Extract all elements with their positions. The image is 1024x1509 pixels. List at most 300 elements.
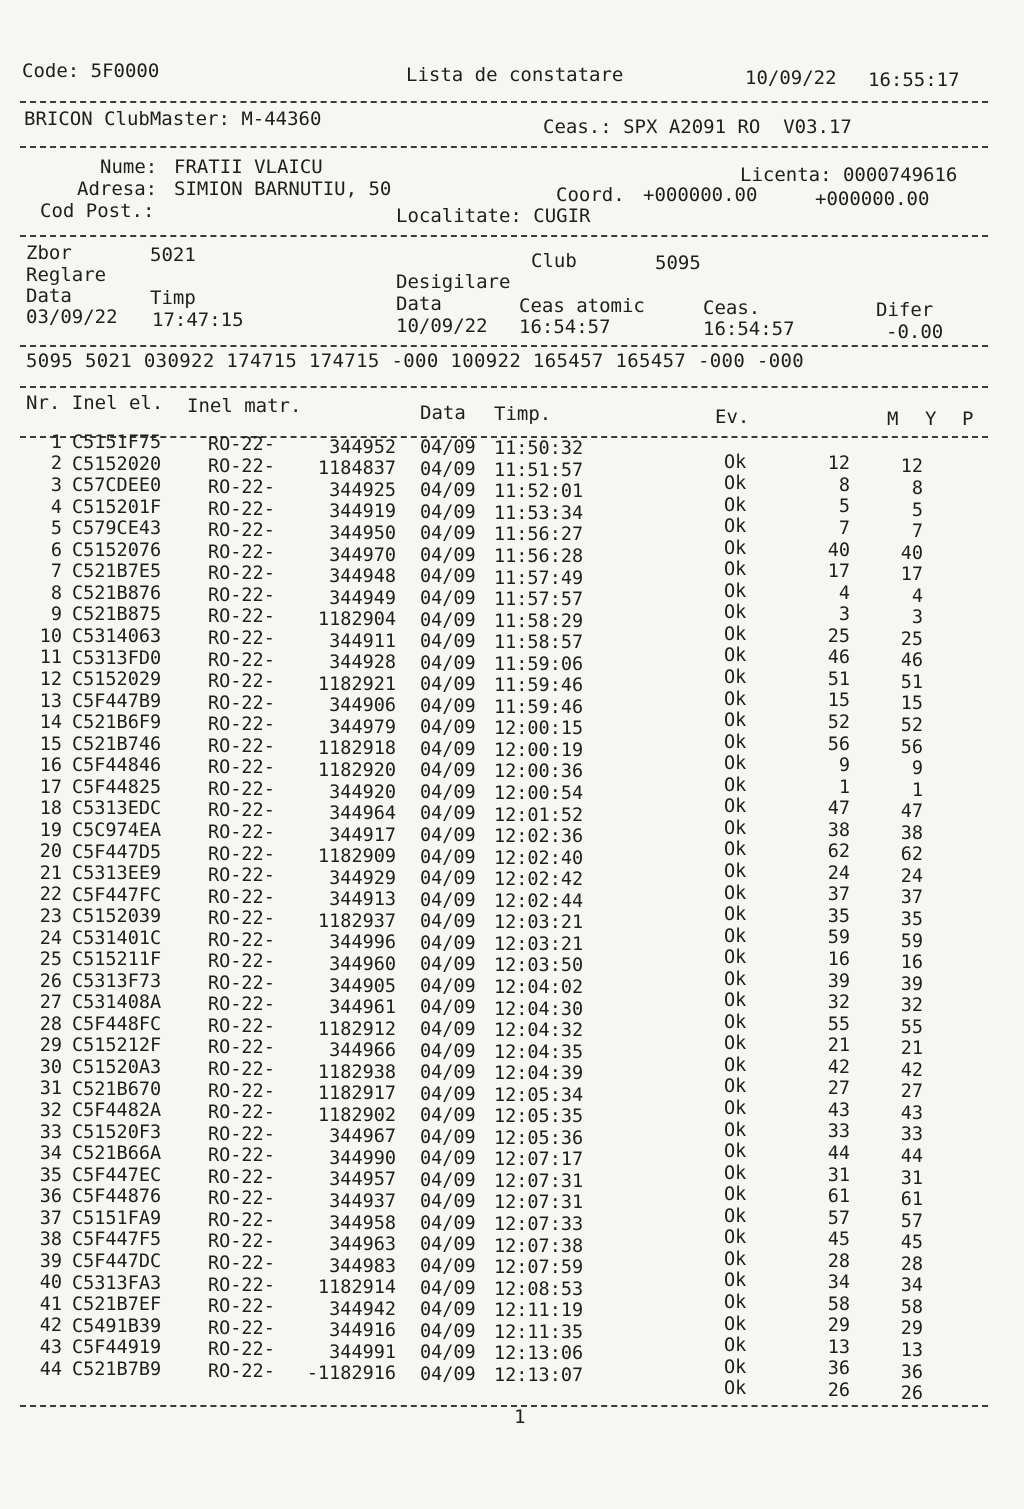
m-value: 56 bbox=[827, 733, 850, 755]
y-value: 34 bbox=[900, 1275, 923, 1297]
device-clock: Ceas.: SPX A2091 RO V03.17 bbox=[543, 116, 852, 138]
arrival-date: 04/09 bbox=[420, 1126, 476, 1148]
row-number: 5 bbox=[50, 518, 62, 540]
ring-number: 1182909 bbox=[318, 846, 396, 868]
event-status: Ok bbox=[724, 817, 747, 839]
y-value: 5 bbox=[911, 499, 923, 521]
page-number: 1 bbox=[514, 1406, 526, 1428]
ring-prefix: RO-22- bbox=[208, 477, 275, 499]
ring-prefix: RO-22- bbox=[208, 1339, 275, 1361]
event-status: Ok bbox=[724, 537, 747, 559]
arrival-date: 04/09 bbox=[420, 932, 476, 954]
electronic-ring: C5F447FC bbox=[72, 884, 162, 906]
row-number: 10 bbox=[39, 625, 62, 647]
arrival-date: 04/09 bbox=[420, 846, 476, 868]
arrival-date: 04/09 bbox=[420, 911, 476, 933]
event-status: Ok bbox=[724, 710, 747, 732]
arrival-date: 04/09 bbox=[420, 674, 476, 696]
owner-address: SIMION BARNUTIU, 50 bbox=[174, 178, 392, 200]
arrival-time: 12:04:35 bbox=[494, 1041, 584, 1063]
electronic-ring: C57CDEE0 bbox=[72, 475, 162, 497]
m-value: 1 bbox=[838, 776, 850, 798]
ring-number: 344920 bbox=[329, 781, 396, 803]
arrival-date: 04/09 bbox=[420, 695, 476, 717]
row-number: 18 bbox=[39, 798, 62, 820]
row-number: 15 bbox=[39, 733, 62, 755]
electronic-ring: C521B876 bbox=[72, 582, 162, 604]
arrival-date: 04/09 bbox=[420, 760, 476, 782]
reglare-data-label: Data bbox=[26, 285, 72, 307]
arrival-time: 12:02:36 bbox=[494, 826, 584, 848]
arrival-time: 12:11:19 bbox=[494, 1300, 584, 1322]
ring-number: 344916 bbox=[329, 1320, 396, 1342]
row-number: 9 bbox=[50, 604, 62, 626]
m-value: 16 bbox=[827, 949, 850, 970]
row-number: 37 bbox=[39, 1207, 62, 1229]
electronic-ring: C515201F bbox=[72, 496, 162, 518]
y-value: 62 bbox=[900, 844, 923, 866]
m-value: 7 bbox=[838, 518, 850, 539]
electronic-ring: C5F447D5 bbox=[72, 841, 162, 863]
y-value: 25 bbox=[900, 628, 923, 650]
event-status: Ok bbox=[724, 796, 747, 818]
arrival-time: 11:56:27 bbox=[494, 524, 584, 546]
arrival-date: 04/09 bbox=[420, 566, 476, 588]
m-value: 33 bbox=[827, 1121, 850, 1143]
row-number: 34 bbox=[39, 1143, 62, 1164]
event-status: Ok bbox=[724, 1313, 747, 1335]
ring-prefix: RO-22- bbox=[208, 1080, 275, 1102]
arrival-date: 04/09 bbox=[420, 609, 476, 631]
m-value: 42 bbox=[827, 1056, 850, 1078]
ring-number: 344966 bbox=[329, 1040, 396, 1062]
arrival-date: 04/09 bbox=[420, 738, 476, 760]
row-number: 3 bbox=[50, 475, 62, 496]
arrival-date: 04/09 bbox=[420, 480, 476, 502]
arrival-date: 04/09 bbox=[420, 544, 476, 566]
ring-number: 1182938 bbox=[318, 1061, 396, 1083]
electronic-ring: C5151FA9 bbox=[72, 1207, 162, 1229]
row-number: 38 bbox=[39, 1229, 62, 1251]
arrival-date: 04/09 bbox=[420, 587, 476, 609]
ring-number: 1182904 bbox=[318, 609, 396, 631]
event-status: Ok bbox=[724, 1335, 747, 1356]
desigilare-data-label: Data bbox=[396, 293, 442, 315]
ring-number: 344928 bbox=[329, 652, 396, 674]
reglare-date: 03/09/22 bbox=[26, 306, 118, 328]
y-value: 35 bbox=[900, 908, 923, 930]
ring-prefix: RO-22- bbox=[208, 1209, 275, 1231]
reglare-label: Reglare bbox=[26, 264, 107, 286]
separator bbox=[20, 235, 988, 237]
electronic-ring: C521B7E5 bbox=[72, 561, 162, 583]
electronic-ring: C5313EDC bbox=[72, 798, 162, 820]
row-number: 26 bbox=[39, 970, 62, 992]
m-value: 27 bbox=[827, 1078, 850, 1100]
ring-number: 344949 bbox=[329, 587, 396, 609]
row-number: 14 bbox=[39, 712, 62, 733]
row-number: 8 bbox=[50, 582, 62, 604]
y-value: 42 bbox=[900, 1059, 923, 1081]
arrival-time: 11:51:57 bbox=[494, 459, 584, 481]
ring-number: 1184837 bbox=[318, 458, 396, 480]
electronic-ring: C521B66A bbox=[72, 1143, 162, 1165]
m-value: 46 bbox=[827, 647, 850, 669]
event-status: Ok bbox=[724, 860, 747, 882]
desigilare-date: 10/09/22 bbox=[396, 315, 488, 337]
ring-prefix: RO-22- bbox=[208, 1188, 275, 1210]
y-value: 55 bbox=[900, 1016, 923, 1038]
electronic-ring: C5F44846 bbox=[72, 755, 162, 777]
ring-prefix: RO-22- bbox=[208, 498, 275, 520]
y-value: 33 bbox=[900, 1124, 923, 1146]
zbor-value: 5021 bbox=[150, 244, 196, 266]
row-number: 23 bbox=[39, 906, 62, 927]
arrival-date: 04/09 bbox=[420, 717, 476, 739]
separator bbox=[20, 386, 988, 388]
row-number: 11 bbox=[39, 647, 62, 669]
arrival-time: 12:00:19 bbox=[494, 739, 584, 761]
ring-prefix: RO-22- bbox=[208, 1102, 275, 1124]
separator bbox=[20, 1405, 988, 1407]
arrival-date: 04/09 bbox=[420, 1277, 476, 1299]
y-value: 12 bbox=[900, 456, 923, 478]
m-value: 62 bbox=[827, 841, 850, 863]
arrival-time: 12:00:15 bbox=[494, 718, 584, 740]
report-time: 16:55:17 bbox=[868, 69, 960, 91]
m-value: 13 bbox=[827, 1336, 850, 1358]
locality: Localitate: CUGIR bbox=[396, 205, 591, 227]
ring-prefix: RO-22- bbox=[208, 994, 275, 1016]
ring-prefix: RO-22- bbox=[208, 1274, 275, 1296]
ring-prefix: RO-22- bbox=[208, 1123, 275, 1145]
ring-number: 344996 bbox=[329, 932, 396, 954]
event-status: Ok bbox=[724, 667, 747, 688]
electronic-ring: C531408A bbox=[72, 992, 162, 1014]
arrival-time: 11:58:29 bbox=[494, 610, 584, 632]
row-number: 39 bbox=[39, 1250, 62, 1272]
arrival-date: 04/09 bbox=[420, 1018, 476, 1040]
y-value: 24 bbox=[900, 865, 923, 887]
ring-number: 1182912 bbox=[318, 1018, 396, 1040]
event-status: Ok bbox=[724, 1119, 747, 1141]
address-label: Adresa: bbox=[77, 178, 158, 200]
arrival-time: 12:04:39 bbox=[494, 1063, 584, 1085]
m-value: 29 bbox=[827, 1315, 850, 1337]
arrival-time: 12:02:42 bbox=[494, 869, 584, 891]
electronic-ring: C5F447F5 bbox=[72, 1229, 162, 1251]
event-status: Ok bbox=[724, 1141, 747, 1163]
electronic-ring: C5313FD0 bbox=[72, 647, 162, 669]
y-value: 51 bbox=[900, 671, 923, 693]
row-number: 16 bbox=[39, 755, 62, 777]
row-number: 44 bbox=[39, 1358, 62, 1380]
electronic-ring: C5152076 bbox=[72, 539, 162, 561]
electronic-ring: C51520A3 bbox=[72, 1057, 162, 1078]
y-value: 9 bbox=[911, 758, 923, 780]
ring-prefix: RO-22- bbox=[208, 692, 275, 714]
event-status: Ok bbox=[724, 947, 747, 969]
event-status: Ok bbox=[724, 1270, 747, 1292]
desigilare-label: Desigilare bbox=[396, 271, 511, 293]
ring-prefix: RO-22- bbox=[208, 434, 275, 455]
row-number: 40 bbox=[39, 1272, 62, 1294]
ring-number: 344906 bbox=[329, 695, 396, 717]
row-number: 17 bbox=[39, 776, 62, 798]
y-value: 57 bbox=[900, 1210, 923, 1232]
difer-value: -0.00 bbox=[886, 321, 944, 343]
reglare-time: 17:47:15 bbox=[152, 309, 244, 331]
event-status: Ok bbox=[724, 1162, 747, 1184]
m-value: 55 bbox=[827, 1013, 850, 1035]
event-status: Ok bbox=[724, 1378, 747, 1400]
row-number: 19 bbox=[39, 819, 62, 841]
electronic-ring: C5F44825 bbox=[72, 776, 162, 798]
ring-prefix: RO-22- bbox=[208, 865, 275, 886]
ring-prefix: RO-22- bbox=[208, 671, 275, 693]
y-value: 13 bbox=[900, 1339, 923, 1361]
electronic-ring: C5152039 bbox=[72, 906, 162, 928]
ring-number: 344964 bbox=[329, 803, 396, 825]
m-value: 40 bbox=[827, 539, 850, 561]
m-value: 26 bbox=[827, 1380, 850, 1401]
ring-prefix: RO-22- bbox=[208, 778, 275, 800]
electronic-ring: C5313F73 bbox=[72, 970, 162, 992]
event-status: Ok bbox=[724, 580, 747, 602]
m-value: 45 bbox=[827, 1229, 850, 1251]
y-value: 27 bbox=[900, 1081, 923, 1103]
arrival-date: 04/09 bbox=[420, 1105, 476, 1127]
electronic-ring: C521B6F9 bbox=[72, 712, 162, 734]
y-value: 59 bbox=[900, 930, 923, 952]
y-value: 3 bbox=[911, 607, 923, 629]
arrival-date: 04/09 bbox=[420, 1256, 476, 1277]
ceas-atomic-label: Ceas atomic bbox=[519, 295, 645, 317]
row-number: 7 bbox=[50, 561, 62, 583]
event-status: Ok bbox=[724, 839, 747, 861]
ring-number: 344948 bbox=[329, 566, 396, 587]
ring-prefix: RO-22- bbox=[208, 908, 275, 930]
event-status: Ok bbox=[724, 1227, 747, 1249]
arrival-date: 04/09 bbox=[420, 997, 476, 1019]
atomic-time: 16:54:57 bbox=[519, 316, 611, 338]
event-status: Ok bbox=[724, 1291, 747, 1313]
ring-number: 1182921 bbox=[318, 673, 396, 695]
ring-number: 344990 bbox=[329, 1147, 396, 1169]
event-status: Ok bbox=[724, 753, 747, 775]
m-value: 21 bbox=[827, 1035, 850, 1057]
report-title: Lista de constatare bbox=[406, 64, 624, 86]
electronic-ring: C521B670 bbox=[72, 1078, 162, 1100]
ring-prefix: RO-22- bbox=[208, 541, 275, 563]
ring-prefix: RO-22- bbox=[208, 951, 275, 973]
row-number: 25 bbox=[39, 949, 62, 971]
zbor-label: Zbor bbox=[26, 242, 72, 264]
m-value: 38 bbox=[827, 819, 850, 841]
arrival-date: 04/09 bbox=[420, 803, 476, 825]
y-value: 44 bbox=[900, 1146, 923, 1167]
name-label: Nume: bbox=[100, 156, 158, 178]
row-number: 35 bbox=[39, 1164, 62, 1186]
y-value: 1 bbox=[911, 779, 923, 801]
ring-prefix: RO-22- bbox=[208, 1015, 275, 1037]
column-header-p: P bbox=[962, 408, 974, 430]
y-value: 29 bbox=[900, 1318, 923, 1340]
electronic-ring: C5151F75 bbox=[72, 432, 162, 453]
arrival-time: 12:11:35 bbox=[494, 1321, 584, 1343]
ring-number: 344911 bbox=[329, 630, 396, 652]
y-value: 56 bbox=[900, 736, 923, 758]
y-value: 21 bbox=[900, 1038, 923, 1060]
ring-prefix: RO-22- bbox=[208, 735, 275, 757]
y-value: 32 bbox=[900, 995, 923, 1017]
arrival-date: 04/09 bbox=[420, 501, 476, 523]
column-header-ev: Ev. bbox=[715, 406, 750, 428]
arrival-time: 11:56:28 bbox=[494, 545, 584, 567]
ring-prefix: RO-22- bbox=[208, 1037, 275, 1059]
event-status: Ok bbox=[724, 1033, 747, 1055]
arrival-date: 04/09 bbox=[420, 1363, 476, 1385]
m-value: 12 bbox=[827, 453, 850, 475]
ring-prefix: RO-22- bbox=[208, 1252, 275, 1274]
y-value: 31 bbox=[900, 1167, 923, 1189]
device-model: BRICON ClubMaster: M-44360 bbox=[24, 108, 322, 130]
ring-prefix: RO-22- bbox=[208, 843, 275, 865]
arrival-date: 04/09 bbox=[420, 1299, 476, 1321]
row-number: 41 bbox=[39, 1293, 62, 1315]
ring-prefix: RO-22- bbox=[208, 821, 275, 843]
row-number: 36 bbox=[39, 1186, 62, 1208]
row-number: 21 bbox=[39, 862, 62, 884]
arrival-time: 12:03:50 bbox=[494, 955, 584, 977]
ring-prefix: RO-22- bbox=[208, 563, 275, 585]
ring-prefix: RO-22- bbox=[208, 1317, 275, 1339]
arrival-time: 12:08:53 bbox=[494, 1278, 584, 1300]
ring-number: 344958 bbox=[329, 1212, 396, 1234]
y-value: 58 bbox=[900, 1296, 923, 1318]
event-status: Ok bbox=[724, 473, 747, 494]
column-header-timp: Timp. bbox=[494, 403, 552, 425]
arrival-date: 04/09 bbox=[420, 437, 476, 459]
y-value: 47 bbox=[900, 801, 923, 823]
ring-prefix: RO-22- bbox=[208, 455, 275, 477]
arrival-time: 11:58:57 bbox=[494, 632, 584, 654]
m-value: 58 bbox=[827, 1293, 850, 1315]
separator bbox=[20, 101, 988, 103]
coord-latitude: +000000.00 bbox=[643, 184, 758, 206]
ring-prefix: RO-22- bbox=[208, 1360, 275, 1382]
ring-prefix: RO-22- bbox=[208, 714, 275, 736]
arrival-time: 11:57:49 bbox=[494, 567, 584, 589]
event-status: Ok bbox=[724, 645, 747, 667]
y-value: 46 bbox=[900, 650, 923, 672]
electronic-ring: C515211F bbox=[72, 949, 162, 971]
arrival-date: 04/09 bbox=[420, 954, 476, 976]
electronic-ring: C5F447EC bbox=[72, 1164, 162, 1186]
event-status: Ok bbox=[724, 1356, 747, 1378]
ring-number: 1182918 bbox=[318, 738, 396, 760]
arrival-date: 04/09 bbox=[420, 781, 476, 803]
arrival-time: 12:05:35 bbox=[494, 1106, 584, 1128]
event-status: Ok bbox=[724, 774, 747, 796]
m-value: 37 bbox=[827, 884, 850, 906]
y-value: 28 bbox=[900, 1253, 923, 1275]
event-status: Ok bbox=[724, 882, 747, 904]
column-header-data: Data bbox=[420, 402, 466, 424]
row-number: 31 bbox=[39, 1078, 62, 1100]
m-value: 17 bbox=[827, 561, 850, 583]
event-status: Ok bbox=[724, 494, 747, 516]
ring-number: 344919 bbox=[329, 501, 396, 523]
arrival-date: 04/09 bbox=[420, 825, 476, 846]
y-value: 8 bbox=[911, 477, 923, 499]
difer-label: Difer bbox=[876, 299, 934, 321]
arrival-time: 12:07:59 bbox=[494, 1257, 584, 1279]
event-status: Ok bbox=[724, 623, 747, 645]
y-value: 26 bbox=[900, 1383, 923, 1404]
arrival-time: 12:02:44 bbox=[494, 890, 584, 912]
event-status: Ok bbox=[724, 602, 747, 624]
arrival-date: 04/09 bbox=[420, 1342, 476, 1364]
y-value: 52 bbox=[900, 715, 923, 736]
ring-prefix: RO-22- bbox=[208, 1166, 275, 1188]
arrival-date: 04/09 bbox=[420, 889, 476, 911]
m-value: 51 bbox=[827, 668, 850, 690]
arrival-time: 12:05:36 bbox=[494, 1127, 584, 1149]
arrival-time: 12:13:06 bbox=[494, 1343, 584, 1365]
event-status: Ok bbox=[724, 1184, 747, 1206]
electronic-ring: C5313EE9 bbox=[72, 863, 162, 884]
arrival-time: 12:07:17 bbox=[494, 1149, 584, 1171]
ring-number: 344950 bbox=[329, 522, 396, 544]
arrival-date: 04/09 bbox=[420, 458, 476, 480]
arrival-time: 12:04:02 bbox=[494, 976, 584, 998]
y-value: 45 bbox=[900, 1232, 923, 1254]
ring-prefix: RO-22- bbox=[208, 1145, 275, 1167]
m-value: 61 bbox=[827, 1186, 850, 1207]
arrival-date: 04/09 bbox=[420, 975, 476, 997]
arrival-date: 04/09 bbox=[420, 1040, 476, 1062]
electronic-ring: C5F448FC bbox=[72, 1013, 162, 1035]
arrival-time: 11:53:34 bbox=[494, 502, 584, 524]
m-value: 3 bbox=[838, 604, 850, 626]
arrival-time: 12:07:31 bbox=[494, 1192, 584, 1214]
electronic-ring: C5F447B9 bbox=[72, 690, 162, 712]
electronic-ring: C531401C bbox=[72, 927, 162, 949]
event-status: Ok bbox=[724, 516, 747, 538]
column-header-nr-inel: Nr. Inel el. bbox=[26, 392, 164, 414]
arrival-time: 12:02:40 bbox=[494, 847, 584, 869]
postal-code-label: Cod Post.: bbox=[40, 200, 155, 222]
ring-number: 344913 bbox=[329, 889, 396, 911]
arrival-date: 04/09 bbox=[420, 1234, 476, 1256]
row-number: 4 bbox=[50, 496, 62, 518]
ring-number: 1182914 bbox=[318, 1277, 396, 1299]
m-value: 59 bbox=[827, 927, 850, 949]
column-header-m: M bbox=[887, 408, 899, 430]
m-value: 31 bbox=[827, 1164, 850, 1186]
row-number: 27 bbox=[39, 992, 62, 1014]
event-status: Ok bbox=[724, 1011, 747, 1033]
row-number: 13 bbox=[39, 690, 62, 712]
event-status: Ok bbox=[724, 1205, 747, 1227]
reglare-timp-label: Timp bbox=[150, 287, 196, 309]
ring-number: 344937 bbox=[329, 1191, 396, 1212]
arrival-time: 11:52:01 bbox=[494, 481, 584, 503]
ceas-time: 16:54:57 bbox=[703, 318, 795, 340]
m-value: 36 bbox=[827, 1358, 850, 1380]
arrival-time: 12:13:07 bbox=[494, 1364, 584, 1386]
